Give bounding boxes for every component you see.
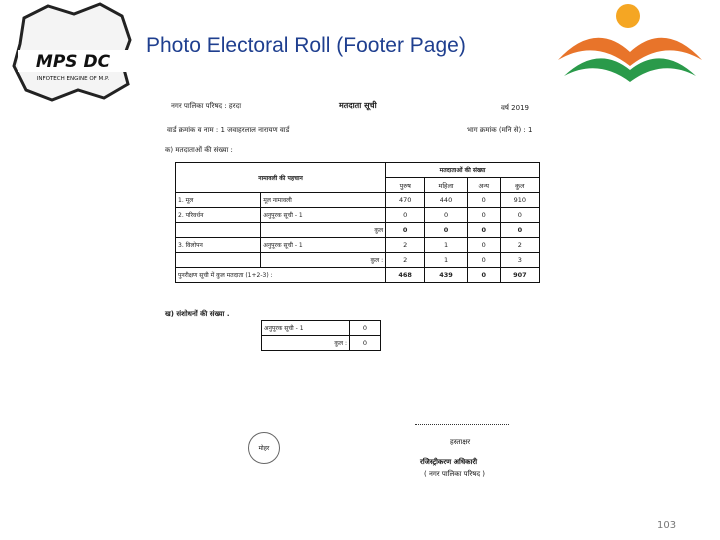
row-label: अनुपूरक सूची - 1 — [261, 238, 386, 253]
logo-subtext: INFOTECH ENGINE OF M.P. — [36, 76, 110, 82]
cell-value: 910 — [500, 193, 539, 208]
table-header-left: नामावली की पहचान — [176, 163, 386, 193]
electoral-roll-footer-page — [163, 98, 553, 508]
row-label: मूल नामावली — [261, 193, 386, 208]
cell-value: 3 — [500, 253, 539, 268]
total-value: 0 — [467, 268, 500, 283]
ward-line: वार्ड क्रमांक व नाम : 1 जवाहरलाल नारायण वार्ड — [167, 126, 290, 134]
cell-value: 470 — [386, 193, 425, 208]
org-name: नगर पालिका परिषद : हरदा — [171, 102, 242, 110]
officer-subtitle: ( नगर पालिका परिषद ) — [424, 470, 486, 478]
mpsedc-logo — [4, 0, 138, 106]
section-a-heading: क) मतदाताओं की संख्या : — [165, 146, 233, 154]
section-b-heading: ख) संशोधनों की संख्या . — [165, 310, 230, 318]
total-label: पुनरीक्षण सूची में कुल मतदाता (1+2-3) : — [176, 268, 386, 283]
table-row — [176, 193, 540, 208]
logo-text: MPS DC — [35, 52, 111, 72]
cell-value: 0 — [500, 223, 539, 238]
cell-value: 1 — [425, 253, 467, 268]
cell-value: 1 — [425, 238, 467, 253]
cell-value: 0 — [350, 336, 381, 351]
row-label: अनुपूरक सूची - 1 — [262, 321, 350, 336]
table-row — [176, 223, 540, 238]
row-label: कुल : — [261, 253, 386, 268]
cell-value: 0 — [386, 223, 425, 238]
table-row — [262, 321, 381, 336]
cell-value: 0 — [467, 238, 500, 253]
cell-value: 440 — [425, 193, 467, 208]
column-header: पुरुष — [386, 178, 425, 193]
row-category: 2. परिवर्धन — [176, 208, 261, 223]
cell-value: 0 — [386, 208, 425, 223]
row-category: 1. मूल — [176, 193, 261, 208]
cell-value: 0 — [425, 208, 467, 223]
cell-value: 0 — [467, 193, 500, 208]
voter-count-table — [175, 162, 540, 283]
cell-value: 0 — [467, 253, 500, 268]
cell-value: 2 — [386, 253, 425, 268]
row-category — [176, 223, 261, 238]
row-label: कुल : — [262, 336, 350, 351]
row-label: अनुपूरक सूची - 1 — [261, 208, 386, 223]
officer-title: रजिस्ट्रीकरण अधिकारी — [420, 458, 478, 466]
table-row — [176, 238, 540, 253]
row-label: कुल — [261, 223, 386, 238]
table-header-right: मतदाताओं की संख्या — [386, 163, 540, 178]
cell-value: 0 — [425, 223, 467, 238]
column-header: महिला — [425, 178, 467, 193]
cell-value: 0 — [467, 208, 500, 223]
page-number: 103 — [657, 520, 677, 531]
signature-line — [415, 424, 509, 425]
seal-stamp: मोहर — [248, 432, 280, 464]
table-row — [176, 253, 540, 268]
cell-value: 0 — [350, 321, 381, 336]
sun-and-book-logo — [540, 0, 720, 108]
document-title: मतदाता सूची — [339, 101, 377, 110]
column-header: अन्य — [467, 178, 500, 193]
cell-value: 2 — [500, 238, 539, 253]
year: वर्ष 2019 — [501, 104, 529, 112]
amendments-table — [261, 320, 381, 351]
part-number: भाग क्रमांक (मनि से) : 1 — [467, 126, 533, 134]
cell-value: 0 — [500, 208, 539, 223]
table-row — [262, 336, 381, 351]
signature-label: हस्ताक्षर — [450, 438, 471, 446]
cell-value: 0 — [467, 223, 500, 238]
slide-title: Photo Electoral Roll (Footer Page) — [146, 34, 466, 57]
cell-value: 2 — [386, 238, 425, 253]
row-category: 3. विलोपन — [176, 238, 261, 253]
column-header: कुल — [500, 178, 539, 193]
total-value: 907 — [500, 268, 539, 283]
total-value: 468 — [386, 268, 425, 283]
table-row — [176, 208, 540, 223]
row-category — [176, 253, 261, 268]
total-value: 439 — [425, 268, 467, 283]
table-total-row — [176, 268, 540, 283]
